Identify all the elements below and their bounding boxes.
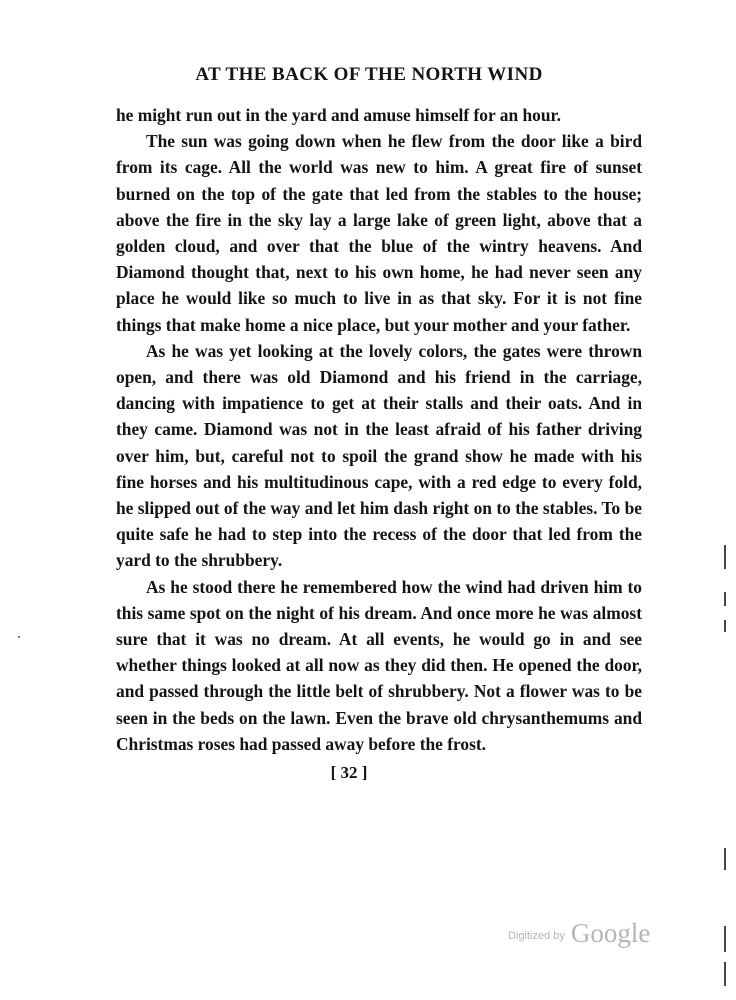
book-page [116,62,642,785]
running-head: AT THE BACK OF THE NORTH WIND [195,64,543,85]
scan-speck [18,636,20,638]
page-number: [ 32 ] [330,763,368,783]
paragraph-2: The sun was going down when he flew from the door like a bird from its cage. All the world was new to him. A great fire of sunset burned on the top of the gate that led from the stables to the house; above the fire in the sky lay a large lake of green light, above that a golden cloud, and over that the blue of the wintry heavens. And Diamond thought that, next to his own home, he had never seen any place he would like so much to live in as that sky. For it is not fine things that make home a nice place, but your mother and your father. [116,131,642,335]
scan-edge-mark [724,926,726,952]
digitized-watermark [508,918,650,949]
watermark-brand: Google [570,918,651,948]
watermark-prefix: Digitized by [508,930,565,942]
scan-edge-mark [724,962,726,986]
paragraph-1: he might run out in the yard and amuse himself for an hour. [116,105,561,125]
scan-edge-mark [724,545,726,569]
paragraph-3: As he was yet looking at the lovely colors, the gates were thrown open, and there was old Diamond and his friend in the carriage, dancing with impatience to get at their stalls and their oats. And in they came. Diamond was not in the least afraid of his father driving over him, but, careful not to spoil the grand show he made with his fine horses and his multitudinous cape, with a red edge to every fold, he slipped out of the way and let him dash right on to the stables. To be quite safe he had to step into the recess of the door that led from the yard to the shrubbery. [116,340,642,571]
body-text [116,102,642,757]
scan-edge-mark [724,848,726,870]
scan-edge-mark [724,620,726,632]
paragraph-4: As he stood there he remembered how the wind had driven him to this same spot on the night of his dream. And once more he was almost sure that it was no dream. At all events, he would go in and see whether things looked at all now as they did then. He opened the door, and passed through the little belt of shrubbery. Not a flower was to be seen in the beds on the lawn. Even the brave old chrysanthemums and Christmas roses had passed away before the frost. [116,576,642,754]
scan-edge-mark [724,592,726,606]
